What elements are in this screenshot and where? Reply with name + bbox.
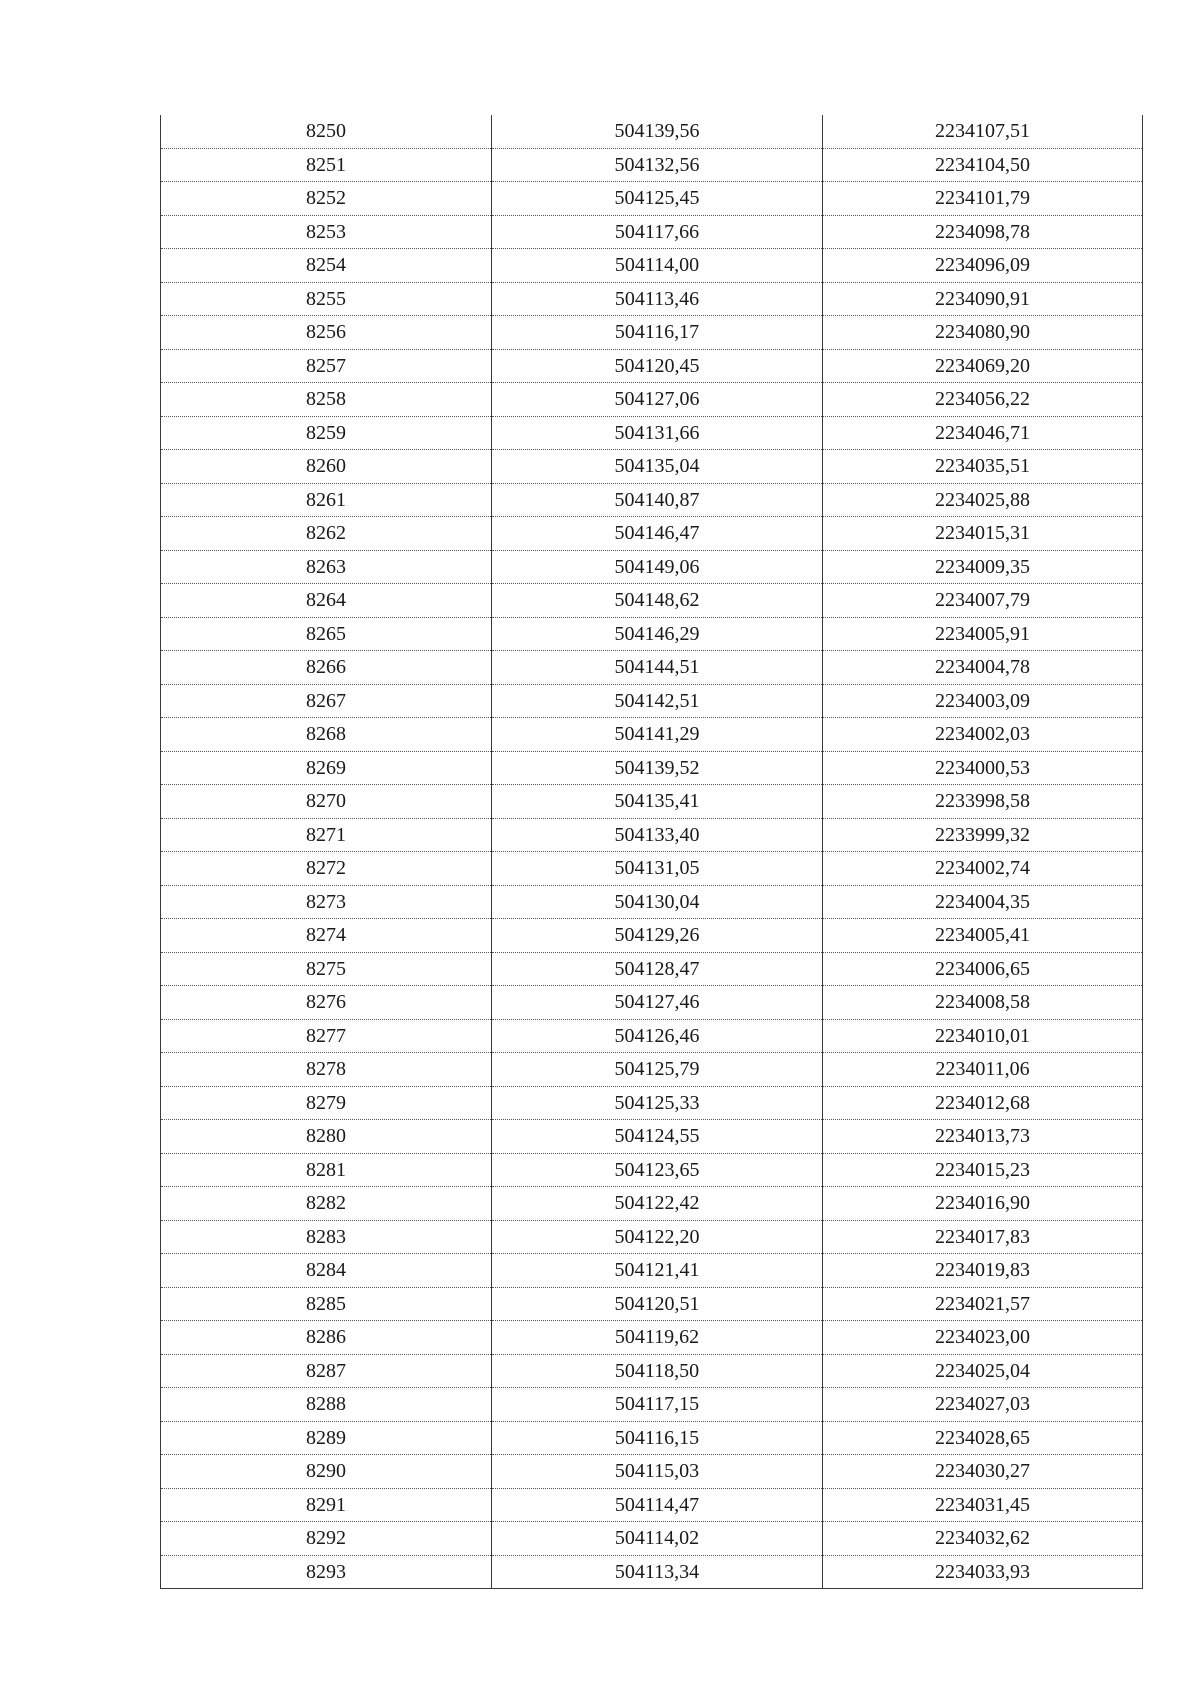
y-coordinate-cell: 2234009,35 bbox=[823, 550, 1143, 584]
y-coordinate-cell: 2234030,27 bbox=[823, 1455, 1143, 1489]
x-coordinate-cell: 504126,46 bbox=[492, 1019, 823, 1053]
table-row bbox=[161, 383, 1143, 417]
y-coordinate-cell: 2234098,78 bbox=[823, 215, 1143, 249]
y-coordinate-cell: 2234017,83 bbox=[823, 1220, 1143, 1254]
point-number-cell: 8277 bbox=[161, 1019, 492, 1053]
y-coordinate-cell: 2234101,79 bbox=[823, 182, 1143, 216]
point-number-cell: 8259 bbox=[161, 416, 492, 450]
table-row bbox=[161, 1354, 1143, 1388]
y-coordinate-cell: 2234096,09 bbox=[823, 249, 1143, 283]
x-coordinate-cell: 504124,55 bbox=[492, 1120, 823, 1154]
table-row bbox=[161, 1086, 1143, 1120]
table-row bbox=[161, 450, 1143, 484]
point-number-cell: 8263 bbox=[161, 550, 492, 584]
point-number-cell: 8284 bbox=[161, 1254, 492, 1288]
y-coordinate-cell: 2234000,53 bbox=[823, 751, 1143, 785]
point-number-cell: 8288 bbox=[161, 1388, 492, 1422]
table-row bbox=[161, 1053, 1143, 1087]
point-number-cell: 8255 bbox=[161, 282, 492, 316]
x-coordinate-cell: 504127,46 bbox=[492, 986, 823, 1020]
y-coordinate-cell: 2234008,58 bbox=[823, 986, 1143, 1020]
table-row bbox=[161, 1522, 1143, 1556]
point-number-cell: 8253 bbox=[161, 215, 492, 249]
x-coordinate-cell: 504122,20 bbox=[492, 1220, 823, 1254]
table-row bbox=[161, 1254, 1143, 1288]
x-coordinate-cell: 504140,87 bbox=[492, 483, 823, 517]
y-coordinate-cell: 2234004,78 bbox=[823, 651, 1143, 685]
point-number-cell: 8254 bbox=[161, 249, 492, 283]
x-coordinate-cell: 504113,34 bbox=[492, 1555, 823, 1589]
table-row bbox=[161, 651, 1143, 685]
y-coordinate-cell: 2234019,83 bbox=[823, 1254, 1143, 1288]
y-coordinate-cell: 2234056,22 bbox=[823, 383, 1143, 417]
table-row bbox=[161, 617, 1143, 651]
point-number-cell: 8266 bbox=[161, 651, 492, 685]
y-coordinate-cell: 2234005,91 bbox=[823, 617, 1143, 651]
y-coordinate-cell: 2234028,65 bbox=[823, 1421, 1143, 1455]
table-row bbox=[161, 1555, 1143, 1589]
x-coordinate-cell: 504114,47 bbox=[492, 1488, 823, 1522]
table-row bbox=[161, 215, 1143, 249]
table-row bbox=[161, 550, 1143, 584]
x-coordinate-cell: 504125,33 bbox=[492, 1086, 823, 1120]
table-row bbox=[161, 818, 1143, 852]
x-coordinate-cell: 504128,47 bbox=[492, 952, 823, 986]
y-coordinate-cell: 2234023,00 bbox=[823, 1321, 1143, 1355]
y-coordinate-cell: 2234080,90 bbox=[823, 316, 1143, 350]
y-coordinate-cell: 2234027,03 bbox=[823, 1388, 1143, 1422]
x-coordinate-cell: 504131,66 bbox=[492, 416, 823, 450]
y-coordinate-cell: 2234010,01 bbox=[823, 1019, 1143, 1053]
y-coordinate-cell: 2234069,20 bbox=[823, 349, 1143, 383]
table-row bbox=[161, 1120, 1143, 1154]
point-number-cell: 8281 bbox=[161, 1153, 492, 1187]
point-number-cell: 8268 bbox=[161, 718, 492, 752]
y-coordinate-cell: 2234013,73 bbox=[823, 1120, 1143, 1154]
point-number-cell: 8267 bbox=[161, 684, 492, 718]
x-coordinate-cell: 504118,50 bbox=[492, 1354, 823, 1388]
point-number-cell: 8273 bbox=[161, 885, 492, 919]
x-coordinate-cell: 504115,03 bbox=[492, 1455, 823, 1489]
x-coordinate-cell: 504129,26 bbox=[492, 919, 823, 953]
x-coordinate-cell: 504149,06 bbox=[492, 550, 823, 584]
x-coordinate-cell: 504135,04 bbox=[492, 450, 823, 484]
table-row bbox=[161, 751, 1143, 785]
point-number-cell: 8280 bbox=[161, 1120, 492, 1154]
y-coordinate-cell: 2233999,32 bbox=[823, 818, 1143, 852]
y-coordinate-cell: 2234016,90 bbox=[823, 1187, 1143, 1221]
point-number-cell: 8289 bbox=[161, 1421, 492, 1455]
x-coordinate-cell: 504125,45 bbox=[492, 182, 823, 216]
point-number-cell: 8272 bbox=[161, 852, 492, 886]
table-row bbox=[161, 986, 1143, 1020]
table-row bbox=[161, 249, 1143, 283]
point-number-cell: 8261 bbox=[161, 483, 492, 517]
point-number-cell: 8256 bbox=[161, 316, 492, 350]
x-coordinate-cell: 504146,29 bbox=[492, 617, 823, 651]
table-row bbox=[161, 316, 1143, 350]
point-number-cell: 8265 bbox=[161, 617, 492, 651]
table-row bbox=[161, 1019, 1143, 1053]
table-row bbox=[161, 1388, 1143, 1422]
point-number-cell: 8276 bbox=[161, 986, 492, 1020]
point-number-cell: 8270 bbox=[161, 785, 492, 819]
y-coordinate-cell: 2234015,23 bbox=[823, 1153, 1143, 1187]
y-coordinate-cell: 2234005,41 bbox=[823, 919, 1143, 953]
table-row bbox=[161, 1220, 1143, 1254]
point-number-cell: 8251 bbox=[161, 148, 492, 182]
table-row bbox=[161, 919, 1143, 953]
x-coordinate-cell: 504116,15 bbox=[492, 1421, 823, 1455]
y-coordinate-cell: 2234002,74 bbox=[823, 852, 1143, 886]
y-coordinate-cell: 2234012,68 bbox=[823, 1086, 1143, 1120]
point-number-cell: 8275 bbox=[161, 952, 492, 986]
x-coordinate-cell: 504131,05 bbox=[492, 852, 823, 886]
y-coordinate-cell: 2234007,79 bbox=[823, 584, 1143, 618]
point-number-cell: 8271 bbox=[161, 818, 492, 852]
table-row bbox=[161, 115, 1143, 148]
x-coordinate-cell: 504125,79 bbox=[492, 1053, 823, 1087]
y-coordinate-cell: 2234004,35 bbox=[823, 885, 1143, 919]
y-coordinate-cell: 2234021,57 bbox=[823, 1287, 1143, 1321]
point-number-cell: 8292 bbox=[161, 1522, 492, 1556]
y-coordinate-cell: 2234046,71 bbox=[823, 416, 1143, 450]
coordinates-table-body bbox=[161, 115, 1143, 1589]
point-number-cell: 8290 bbox=[161, 1455, 492, 1489]
table-row bbox=[161, 718, 1143, 752]
x-coordinate-cell: 504148,62 bbox=[492, 584, 823, 618]
point-number-cell: 8262 bbox=[161, 517, 492, 551]
x-coordinate-cell: 504133,40 bbox=[492, 818, 823, 852]
x-coordinate-cell: 504117,15 bbox=[492, 1388, 823, 1422]
point-number-cell: 8257 bbox=[161, 349, 492, 383]
table-row bbox=[161, 1153, 1143, 1187]
x-coordinate-cell: 504117,66 bbox=[492, 215, 823, 249]
x-coordinate-cell: 504132,56 bbox=[492, 148, 823, 182]
point-number-cell: 8285 bbox=[161, 1287, 492, 1321]
x-coordinate-cell: 504146,47 bbox=[492, 517, 823, 551]
y-coordinate-cell: 2234025,04 bbox=[823, 1354, 1143, 1388]
table-row bbox=[161, 416, 1143, 450]
table-row bbox=[161, 1287, 1143, 1321]
y-coordinate-cell: 2234006,65 bbox=[823, 952, 1143, 986]
x-coordinate-cell: 504139,52 bbox=[492, 751, 823, 785]
x-coordinate-cell: 504144,51 bbox=[492, 651, 823, 685]
coordinates-table bbox=[160, 115, 1143, 1589]
x-coordinate-cell: 504142,51 bbox=[492, 684, 823, 718]
table-row bbox=[161, 1455, 1143, 1489]
x-coordinate-cell: 504120,51 bbox=[492, 1287, 823, 1321]
x-coordinate-cell: 504135,41 bbox=[492, 785, 823, 819]
y-coordinate-cell: 2234033,93 bbox=[823, 1555, 1143, 1589]
y-coordinate-cell: 2233998,58 bbox=[823, 785, 1143, 819]
x-coordinate-cell: 504139,56 bbox=[492, 115, 823, 148]
point-number-cell: 8282 bbox=[161, 1187, 492, 1221]
x-coordinate-cell: 504113,46 bbox=[492, 282, 823, 316]
x-coordinate-cell: 504116,17 bbox=[492, 316, 823, 350]
point-number-cell: 8286 bbox=[161, 1321, 492, 1355]
table-row bbox=[161, 282, 1143, 316]
table-row bbox=[161, 1187, 1143, 1221]
point-number-cell: 8258 bbox=[161, 383, 492, 417]
point-number-cell: 8279 bbox=[161, 1086, 492, 1120]
table-row bbox=[161, 785, 1143, 819]
y-coordinate-cell: 2234107,51 bbox=[823, 115, 1143, 148]
x-coordinate-cell: 504127,06 bbox=[492, 383, 823, 417]
table-row bbox=[161, 684, 1143, 718]
y-coordinate-cell: 2234003,09 bbox=[823, 684, 1143, 718]
table-row bbox=[161, 852, 1143, 886]
table-row bbox=[161, 483, 1143, 517]
table-row bbox=[161, 1321, 1143, 1355]
table-row bbox=[161, 584, 1143, 618]
table-row bbox=[161, 349, 1143, 383]
table-row bbox=[161, 1488, 1143, 1522]
point-number-cell: 8283 bbox=[161, 1220, 492, 1254]
point-number-cell: 8291 bbox=[161, 1488, 492, 1522]
point-number-cell: 8293 bbox=[161, 1555, 492, 1589]
x-coordinate-cell: 504114,02 bbox=[492, 1522, 823, 1556]
point-number-cell: 8287 bbox=[161, 1354, 492, 1388]
point-number-cell: 8260 bbox=[161, 450, 492, 484]
x-coordinate-cell: 504121,41 bbox=[492, 1254, 823, 1288]
x-coordinate-cell: 504122,42 bbox=[492, 1187, 823, 1221]
y-coordinate-cell: 2234025,88 bbox=[823, 483, 1143, 517]
y-coordinate-cell: 2234011,06 bbox=[823, 1053, 1143, 1087]
point-number-cell: 8269 bbox=[161, 751, 492, 785]
point-number-cell: 8252 bbox=[161, 182, 492, 216]
table-row bbox=[161, 1421, 1143, 1455]
x-coordinate-cell: 504123,65 bbox=[492, 1153, 823, 1187]
table-row bbox=[161, 952, 1143, 986]
y-coordinate-cell: 2234035,51 bbox=[823, 450, 1143, 484]
y-coordinate-cell: 2234002,03 bbox=[823, 718, 1143, 752]
point-number-cell: 8274 bbox=[161, 919, 492, 953]
x-coordinate-cell: 504119,62 bbox=[492, 1321, 823, 1355]
point-number-cell: 8250 bbox=[161, 115, 492, 148]
point-number-cell: 8264 bbox=[161, 584, 492, 618]
table-row bbox=[161, 182, 1143, 216]
y-coordinate-cell: 2234031,45 bbox=[823, 1488, 1143, 1522]
table-row bbox=[161, 148, 1143, 182]
table-row bbox=[161, 885, 1143, 919]
x-coordinate-cell: 504120,45 bbox=[492, 349, 823, 383]
table-row bbox=[161, 517, 1143, 551]
x-coordinate-cell: 504141,29 bbox=[492, 718, 823, 752]
y-coordinate-cell: 2234015,31 bbox=[823, 517, 1143, 551]
y-coordinate-cell: 2234032,62 bbox=[823, 1522, 1143, 1556]
y-coordinate-cell: 2234090,91 bbox=[823, 282, 1143, 316]
point-number-cell: 8278 bbox=[161, 1053, 492, 1087]
y-coordinate-cell: 2234104,50 bbox=[823, 148, 1143, 182]
x-coordinate-cell: 504130,04 bbox=[492, 885, 823, 919]
x-coordinate-cell: 504114,00 bbox=[492, 249, 823, 283]
